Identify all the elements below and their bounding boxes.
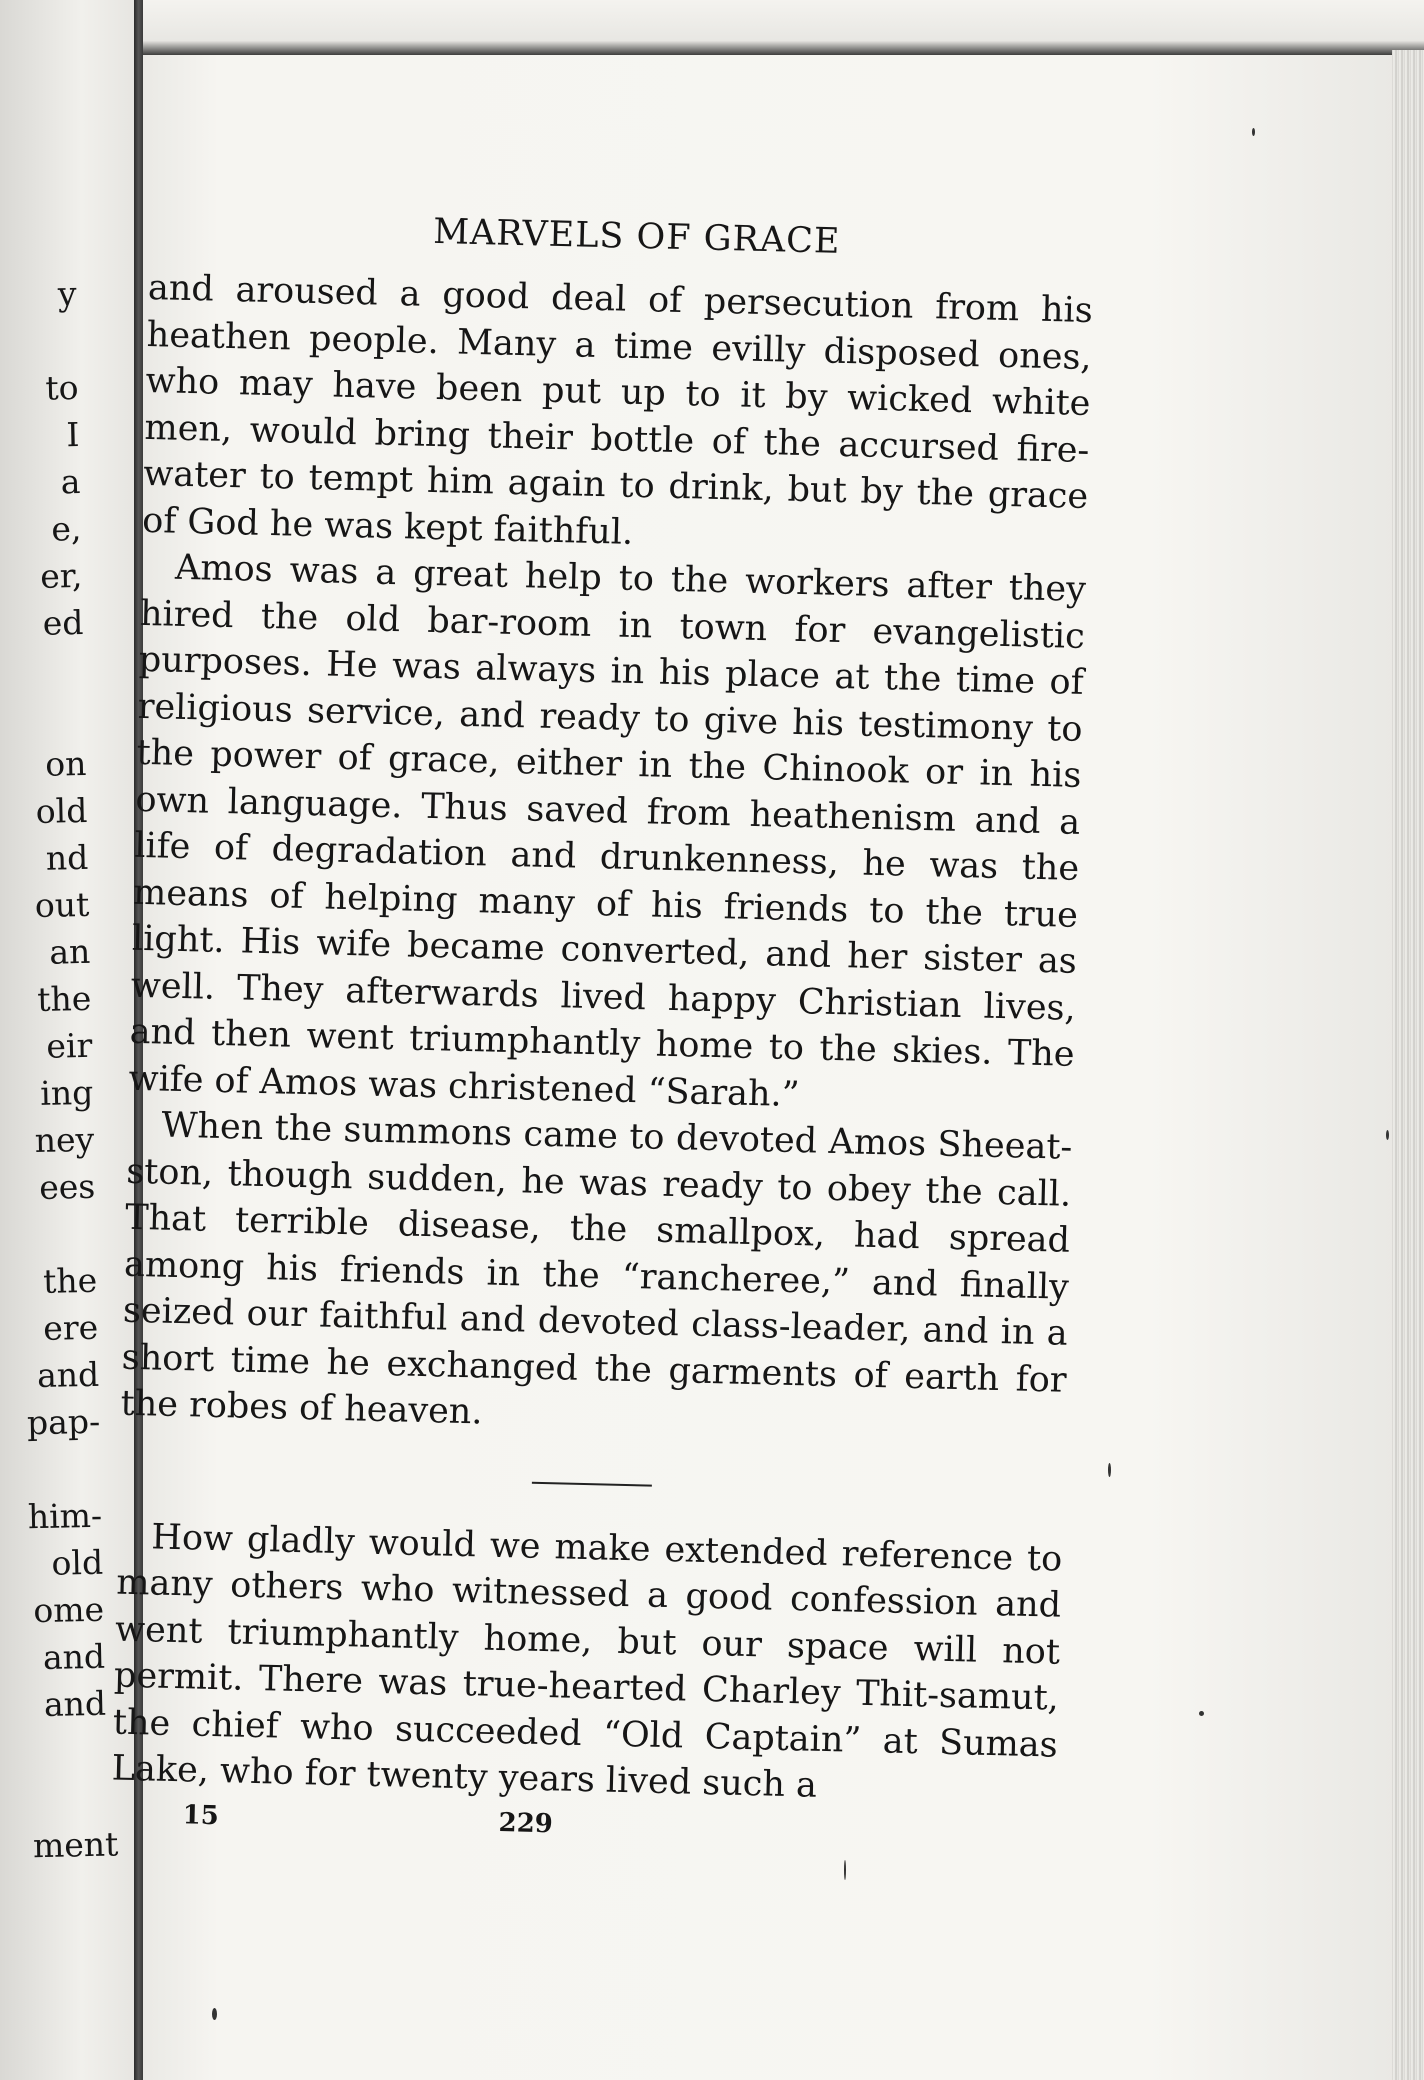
left-fragment xyxy=(31,1727,108,1776)
paragraph: How gladly would we make extended reference to many others who witnessed a good confession and went triumphantly home, but our space will not permit. There was true-hearted Charley Thit-samut, the chief who succeeded “Old Captain” at Sumas Lake, who for twenty years lived such a xyxy=(111,1516,1063,1806)
left-fragment: the xyxy=(42,1260,98,1301)
left-fragment xyxy=(9,693,86,742)
signature-mark: 15 xyxy=(182,1799,220,1831)
left-fragment: ed xyxy=(42,602,84,643)
section-divider xyxy=(531,1481,651,1486)
left-fragment: ome xyxy=(32,1589,105,1631)
left-fragment: an xyxy=(48,931,91,972)
left-fragment: old xyxy=(51,1542,104,1583)
left-fragment xyxy=(1,317,78,366)
page-content xyxy=(110,205,1095,1861)
speck xyxy=(1252,128,1255,136)
left-fragment: and xyxy=(42,1636,106,1677)
running-head: MARVELS OF GRACE xyxy=(432,211,841,262)
left-fragment: I xyxy=(65,414,80,455)
paragraph: When the summons came to devoted Amos Sheeat-ston, though sudden, he was ready to obey the call. That terrible disease, the smallpox, had spread among his friends in the “rancheree,” and finally seized our faithful and devoted class-leader, and in a short time he exchanged the garments of earth for the robes of heaven. xyxy=(120,1105,1073,1433)
left-fragment: him- xyxy=(27,1495,103,1537)
page-number: 229 xyxy=(498,1807,554,1839)
page-edges xyxy=(1392,50,1424,2080)
left-fragment: the xyxy=(36,978,92,1019)
paragraph: Amos was a great help to the workers after they hired the old bar-room in town for evangelistic purposes. He was always in his place at the time of religious service, and ready to give his testimony to the power of grace, either in the Chinook or in his own language. Thus saved from heathenism and a life of degradation and drunkenness, he was the means of helping many of his friends to the true light. His wife became converted, and her sister as well. They afterwards lived happy Christian lives, and then went triumphantly home to the skies. The wife of Amos was christened “Sarah.” xyxy=(128,547,1087,1115)
left-fragment: y xyxy=(57,273,77,314)
left-fragment: a xyxy=(60,461,81,502)
left-fragment: ees xyxy=(38,1166,96,1207)
left-fragment: ere xyxy=(42,1307,99,1348)
left-fragment: ment xyxy=(32,1824,119,1866)
left-fragment: nd xyxy=(45,837,89,878)
left-fragment: ney xyxy=(34,1119,95,1161)
left-fragment: on xyxy=(44,743,87,784)
left-fragment: to xyxy=(44,367,79,408)
left-fragment xyxy=(20,1210,97,1259)
left-fragment: e, xyxy=(50,508,82,549)
speck xyxy=(1108,1463,1111,1477)
speck xyxy=(1199,1711,1204,1716)
left-fragment: old xyxy=(35,790,88,831)
left-fragment: and xyxy=(36,1354,100,1396)
paragraph: and aroused a good deal of persecution from his heathen people. Many a time evilly disposed ones, who may have been put up to it by wicked white men, would bring their bottle of the accursed fire-water to tempt him again to drink, but by the grace of God he was kept faithful. xyxy=(141,267,1094,553)
left-fragment: er, xyxy=(39,555,83,596)
left-fragment xyxy=(32,1774,109,1823)
left-fragment xyxy=(25,1445,102,1494)
left-page-text-fragments xyxy=(0,270,119,1869)
speck xyxy=(1386,1130,1389,1140)
left-fragment: ing xyxy=(39,1072,94,1113)
speck xyxy=(844,1860,846,1880)
left-fragment: out xyxy=(34,884,90,925)
left-fragment: and xyxy=(43,1683,107,1724)
left-fragment xyxy=(8,646,85,695)
page-top-shadow xyxy=(143,0,1424,58)
left-fragment: eir xyxy=(45,1025,93,1066)
speck xyxy=(212,2008,217,2020)
left-fragment: pap- xyxy=(26,1401,101,1443)
